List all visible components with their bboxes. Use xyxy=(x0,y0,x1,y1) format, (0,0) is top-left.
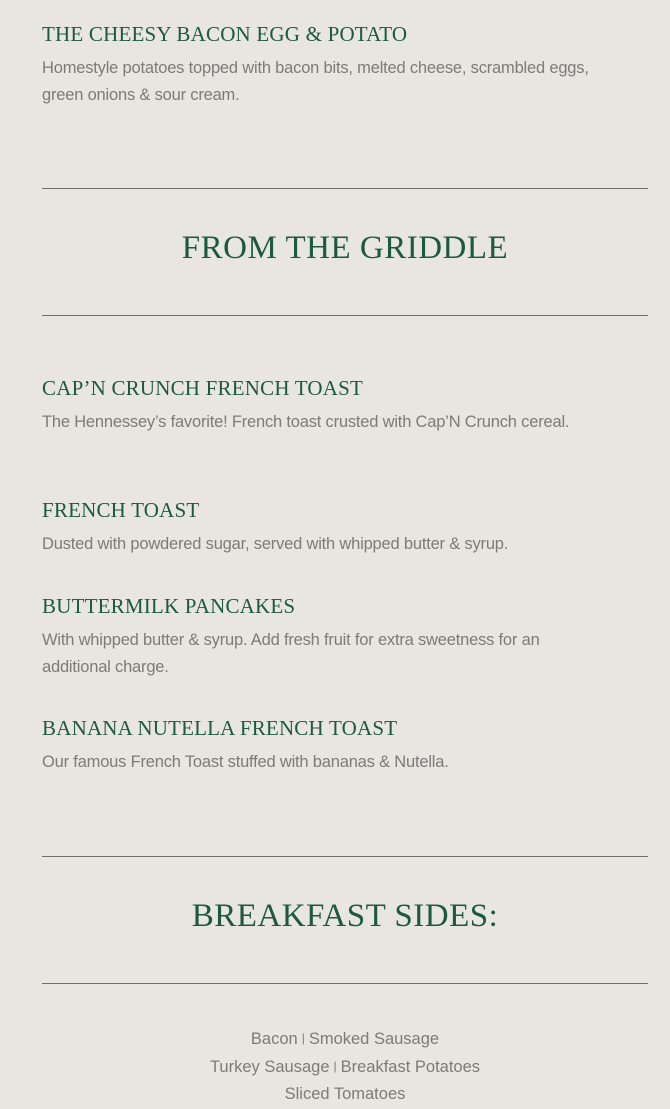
menu-item-description: Homestyle potatoes topped with bacon bits, melted cheese, scrambled eggs, green onions & sour cream. xyxy=(42,59,589,104)
menu-item-description: The Hennessey’s favorite! French toast crusted with Cap’N Crunch cereal. xyxy=(42,413,570,431)
side-item: Turkey Sausage xyxy=(209,1057,330,1076)
side-item: Breakfast Potatoes xyxy=(340,1057,481,1076)
section-title-griddle: FROM THE GRIDDLE xyxy=(181,230,509,266)
side-item: Bacon xyxy=(250,1030,298,1048)
side-separator: | xyxy=(333,1058,337,1073)
side-item: Sliced Tomatoes xyxy=(284,1085,406,1103)
sides-line xyxy=(42,1081,648,1108)
menu-item-description: With whipped butter & syrup. Add fresh fruit for extra sweetness for an additional charge. xyxy=(42,631,540,676)
sides-list xyxy=(42,1026,648,1108)
section-divider-bottom xyxy=(42,315,648,316)
menu-item-description: Our famous French Toast stuffed with bananas & Nutella. xyxy=(42,753,449,771)
section-divider-top xyxy=(42,188,648,189)
menu-item-description: Dusted with powdered sugar, served with whipped butter & syrup. xyxy=(42,535,509,553)
menu-item-title: CAP’N CRUNCH FRENCH TOAST xyxy=(42,376,364,400)
sides-line xyxy=(42,1026,648,1054)
side-separator: | xyxy=(301,1031,305,1045)
side-item: Smoked Sausage xyxy=(308,1030,440,1048)
menu-item-title: BUTTERMILK PANCAKES xyxy=(42,594,296,618)
section-title-sides: BREAKFAST SIDES: xyxy=(191,898,499,934)
sides-line xyxy=(42,1054,648,1082)
section-divider-bottom xyxy=(42,983,648,984)
menu-item-title: THE CHEESY BACON EGG & POTATO xyxy=(42,22,408,46)
menu-item-title: FRENCH TOAST xyxy=(42,498,200,522)
menu-item-title: BANANA NUTELLA FRENCH TOAST xyxy=(42,716,398,740)
section-divider-top xyxy=(42,856,648,857)
